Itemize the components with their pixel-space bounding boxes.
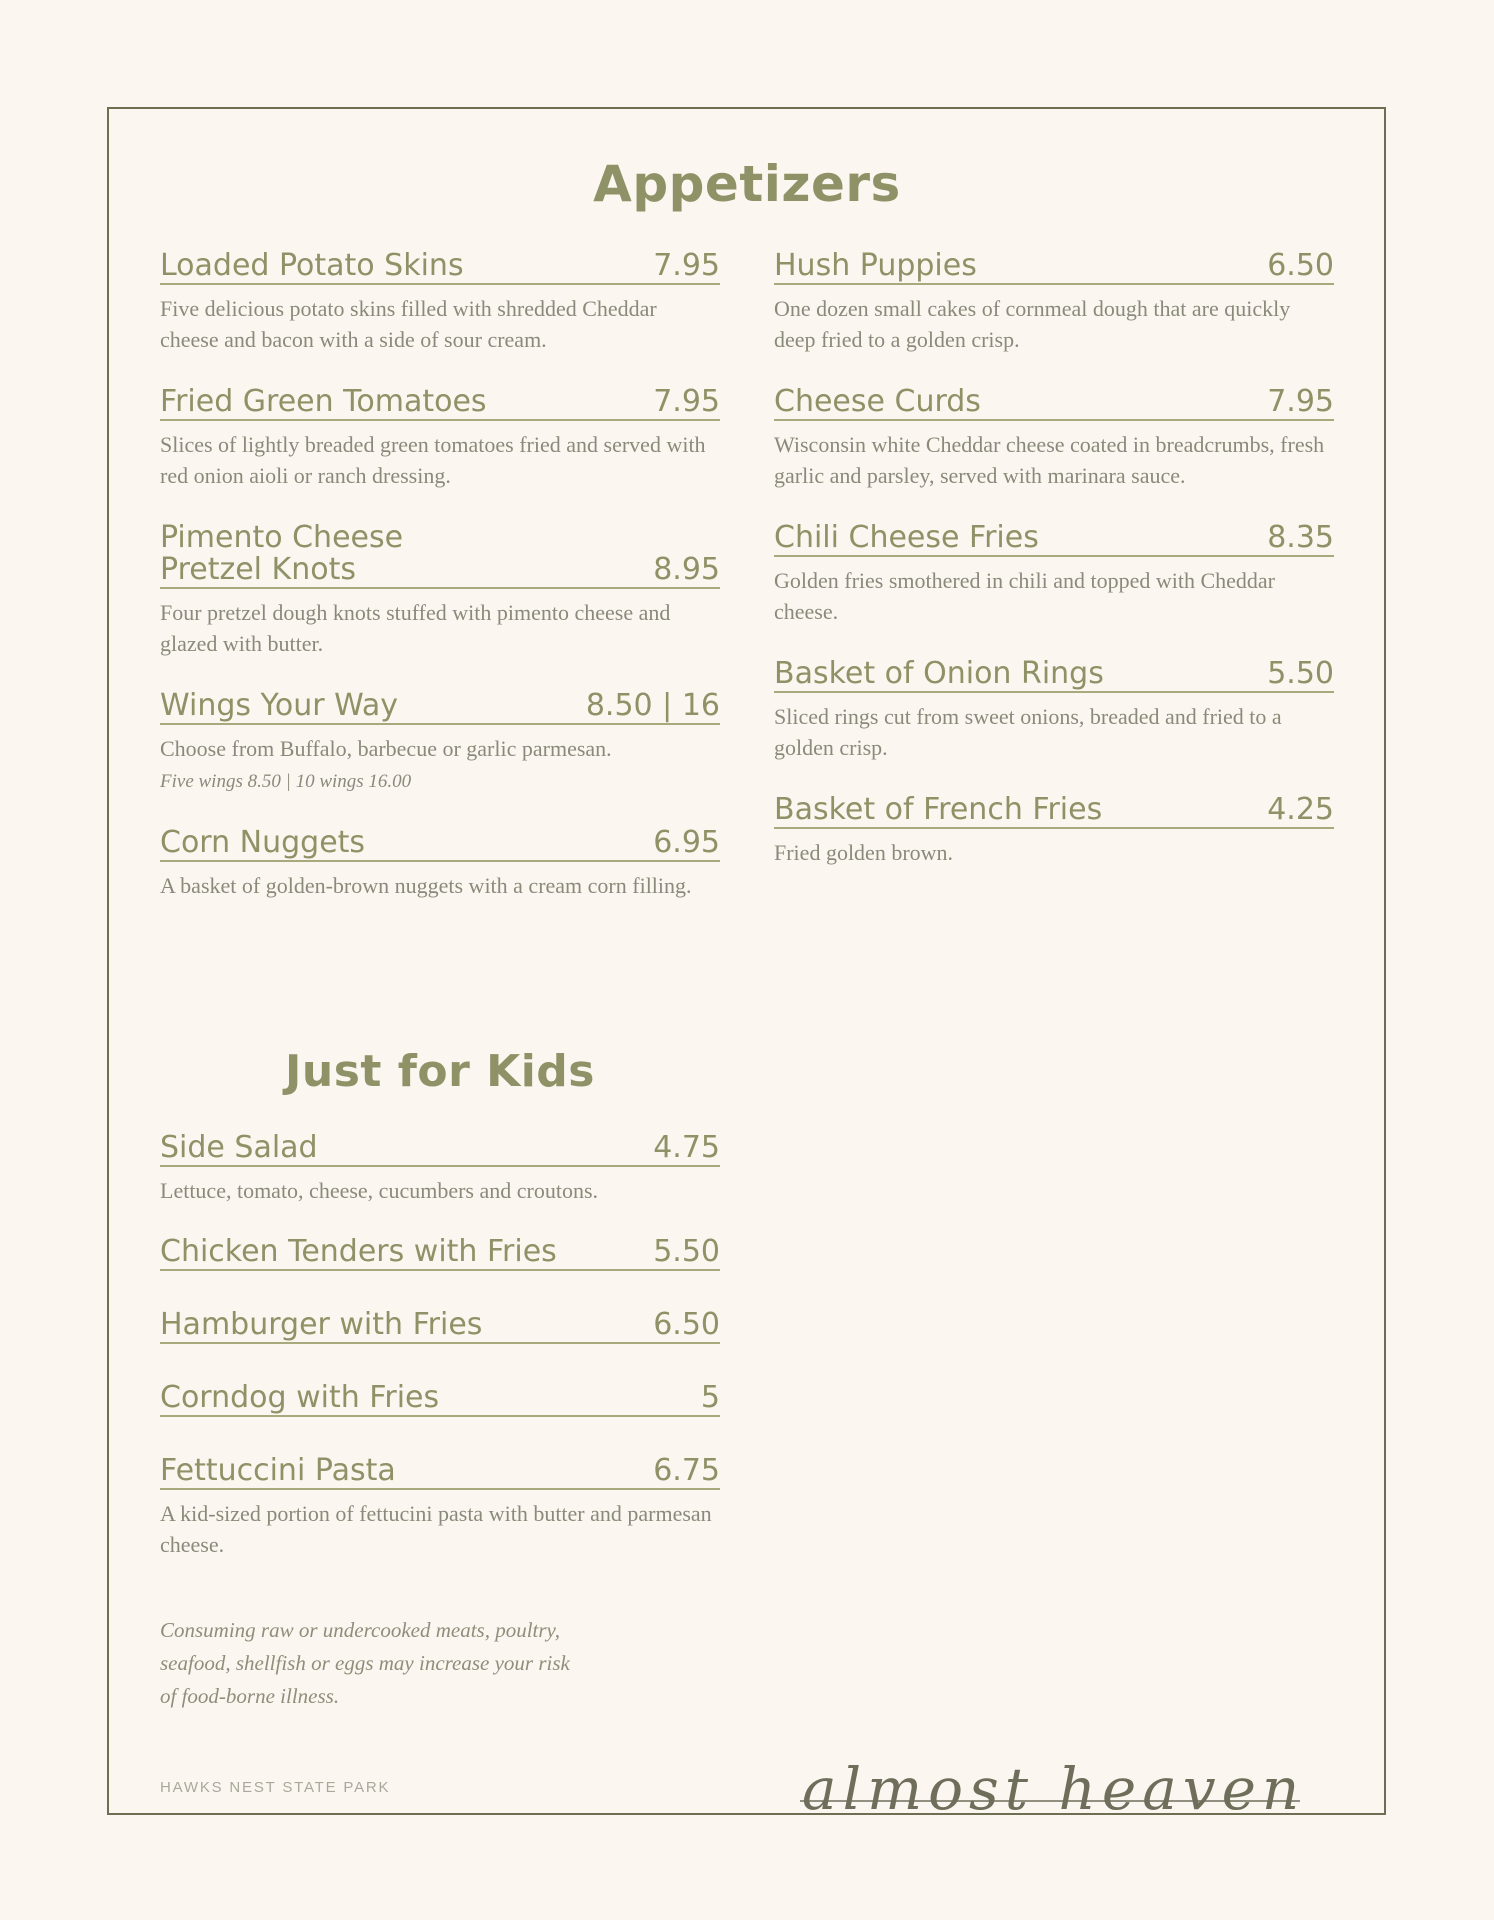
menu-item bbox=[160, 1309, 720, 1344]
item-price: 5 bbox=[700, 1380, 720, 1415]
item-header bbox=[160, 1236, 720, 1271]
item-price: 6.95 bbox=[653, 825, 720, 860]
item-name: Side Salad bbox=[160, 1130, 318, 1165]
appetizers-title: Appetizers bbox=[593, 155, 901, 213]
item-name: Fettuccini Pasta bbox=[160, 1453, 396, 1488]
item-name: Wings Your Way bbox=[160, 688, 399, 723]
item-description: Golden fries smothered in chili and topped with Cheddar cheese. bbox=[774, 568, 1275, 624]
item-price: 5.50 bbox=[653, 1234, 720, 1269]
appetizers-left-column bbox=[160, 250, 720, 901]
menu-item bbox=[160, 386, 720, 491]
item-name: Pimento Cheese Pretzel Knots bbox=[160, 520, 404, 587]
item-price: 6.50 bbox=[653, 1307, 720, 1342]
item-description: A kid-sized portion of fettucini pasta with butter and parmesan cheese. bbox=[160, 1501, 712, 1557]
food-safety-disclaimer: Consuming raw or undercooked meats, poultry, seafood, shellfish or eggs may increase your risk of food-borne illness. bbox=[160, 1618, 570, 1708]
menu-item bbox=[774, 386, 1334, 491]
item-description: Wisconsin white Cheddar cheese coated in breadcrumbs, fresh garlic and parsley, served with marinara sauce. bbox=[774, 432, 1325, 488]
item-description: Four pretzel dough knots stuffed with pimento cheese and glazed with butter. bbox=[160, 600, 671, 656]
item-description: Choose from Buffalo, barbecue or garlic parmesan. bbox=[160, 736, 612, 761]
item-price: 4.25 bbox=[1267, 792, 1334, 827]
menu-item bbox=[160, 1132, 720, 1206]
item-header bbox=[774, 794, 1334, 829]
menu-item bbox=[774, 658, 1334, 763]
item-header bbox=[160, 1309, 720, 1344]
item-name: Hamburger with Fries bbox=[160, 1307, 483, 1342]
item-name: Chili Cheese Fries bbox=[774, 520, 1039, 555]
item-name: Corndog with Fries bbox=[160, 1380, 440, 1415]
item-description: A basket of golden-brown nuggets with a cream corn filling. bbox=[160, 873, 692, 898]
item-header bbox=[160, 386, 720, 421]
item-header bbox=[160, 827, 720, 862]
item-price: 8.35 bbox=[1267, 520, 1334, 555]
almost-heaven-logo bbox=[780, 1745, 1320, 1835]
item-name: Basket of Onion Rings bbox=[774, 656, 1104, 691]
menu-item bbox=[160, 690, 720, 796]
item-header bbox=[160, 522, 720, 589]
menu-item bbox=[160, 250, 720, 355]
park-name: HAWKS NEST STATE PARK bbox=[160, 1779, 391, 1796]
item-price: 6.50 bbox=[1267, 248, 1334, 283]
item-name: Loaded Potato Skins bbox=[160, 248, 464, 283]
item-name: Cheese Curds bbox=[774, 384, 981, 419]
item-price: 8.95 bbox=[653, 552, 720, 587]
item-price: 8.50 | 16 bbox=[585, 688, 720, 723]
item-description: Fried golden brown. bbox=[774, 840, 954, 865]
menu-item bbox=[160, 1455, 720, 1560]
item-header bbox=[160, 690, 720, 725]
item-price: 6.75 bbox=[653, 1453, 720, 1488]
item-header bbox=[774, 250, 1334, 285]
menu-item bbox=[774, 522, 1334, 627]
item-header bbox=[774, 386, 1334, 421]
item-header bbox=[160, 1382, 720, 1417]
item-header bbox=[774, 658, 1334, 693]
item-price: 5.50 bbox=[1267, 656, 1334, 691]
item-header bbox=[160, 1132, 720, 1167]
item-price: 7.95 bbox=[1267, 384, 1334, 419]
appetizers-right-column bbox=[774, 250, 1334, 868]
menu-item bbox=[774, 794, 1334, 868]
item-name: Hush Puppies bbox=[774, 248, 977, 283]
item-name: Basket of French Fries bbox=[774, 792, 1103, 827]
item-header bbox=[160, 1455, 720, 1490]
item-note: Five wings 8.50 | 10 wings 16.00 bbox=[160, 771, 412, 792]
kids-title: Just for Kids bbox=[285, 1046, 595, 1097]
item-name: Chicken Tenders with Fries bbox=[160, 1234, 557, 1269]
item-price: 4.75 bbox=[653, 1130, 720, 1165]
item-header bbox=[774, 522, 1334, 557]
item-header bbox=[160, 250, 720, 285]
item-description: Slices of lightly breaded green tomatoes fried and served with red onion aioli or ranch dressing. bbox=[160, 432, 706, 488]
menu-item bbox=[774, 250, 1334, 355]
item-description: Sliced rings cut from sweet onions, breaded and fried to a golden crisp. bbox=[774, 704, 1282, 760]
item-description: Lettuce, tomato, cheese, cucumbers and croutons. bbox=[160, 1178, 599, 1203]
item-description: Five delicious potato skins filled with shredded Cheddar cheese and bacon with a side of sour cream. bbox=[160, 296, 657, 352]
menu-item bbox=[160, 1382, 720, 1417]
item-name: Fried Green Tomatoes bbox=[160, 384, 487, 419]
menu-item bbox=[160, 827, 720, 901]
item-description: One dozen small cakes of cornmeal dough that are quickly deep fried to a golden crisp. bbox=[774, 296, 1291, 352]
item-name: Corn Nuggets bbox=[160, 825, 366, 860]
menu-item bbox=[160, 1236, 720, 1271]
logo-text: almost heaven bbox=[802, 1755, 1306, 1823]
item-price: 7.95 bbox=[653, 384, 720, 419]
item-price: 7.95 bbox=[653, 248, 720, 283]
kids-column bbox=[160, 1132, 720, 1560]
menu-item bbox=[160, 522, 720, 659]
